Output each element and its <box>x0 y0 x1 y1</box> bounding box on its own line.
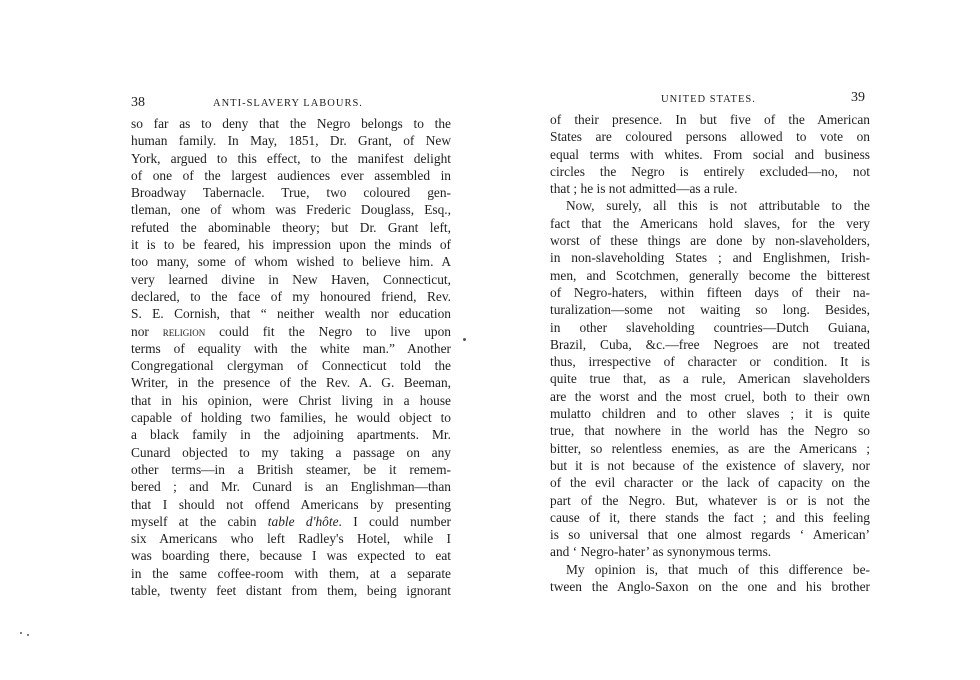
text-line: in other slaveholding countries—Dutch Guiana, <box>550 319 870 335</box>
text-run: nor <box>131 323 163 339</box>
text-line: terms of equality with the white man.” Another <box>131 340 451 356</box>
text-line: in the same coffee-room with them, at a separate <box>131 565 451 581</box>
text-line: that ; he is not admitted—as a rule. <box>550 181 738 197</box>
text-run: myself at the cabin <box>131 513 268 529</box>
text-line: so far as to deny that the Negro belongs to the <box>131 116 451 131</box>
ink-speck <box>463 338 466 341</box>
text-line: too many, some of whom wished to believe him. A <box>131 254 451 270</box>
text-line: men, and Scotchmen, generally become the bitterest <box>550 267 870 283</box>
text-line: very learned divine in New Haven, Connecticut, <box>131 271 451 287</box>
running-head-right: UNITED STATES. <box>661 94 756 105</box>
text-line: turalization—some not waiting so long. Besides, <box>550 302 870 318</box>
text-line: table, twenty feet distant from them, being ignorant <box>131 583 451 599</box>
text-line: Writer, in the presence of the Rev. A. G. Beeman, <box>131 375 451 391</box>
text-line: capable of holding two families, he would object to <box>131 410 451 426</box>
page-number-right: 39 <box>851 90 865 105</box>
text-line: circles the Negro is entirely excluded—no, not <box>550 163 870 179</box>
right-page <box>490 0 980 680</box>
small-caps-word: religion <box>162 323 206 339</box>
text-line: of the evil character or the lack of capacity on the <box>550 475 870 491</box>
text-line: was boarding there, because I was expected to eat <box>131 548 451 564</box>
text-line: York, argued to this effect, to the manifest delight <box>131 150 451 166</box>
text-line: it is to be feared, his impression upon the minds of <box>131 237 451 253</box>
text-line: refuted the abominable theory; but Dr. Grant left, <box>131 219 451 235</box>
text-run: could fit the Negro to live upon <box>205 323 451 339</box>
text-line: equal terms with whites. From social and business <box>550 146 870 162</box>
text-line: worst of these things are done by non-slaveholders, <box>550 233 870 249</box>
text-line: thus, irrespective of character or condition. It is <box>550 354 870 370</box>
text-line: that I should not offend Americans by presenting <box>131 496 451 512</box>
text-line: cause of it, there stands the fact ; and this feeling <box>550 509 870 525</box>
text-line: My opinion is, that much of this difference be- <box>566 561 870 577</box>
text-line: Broadway Tabernacle. True, two coloured gen- <box>131 185 451 201</box>
text-line: that in his opinion, were Christ living in a house <box>131 392 451 408</box>
text-line: but it is not because of the existence of slavery, nor <box>550 457 870 473</box>
text-line: Congregational clergyman of Connecticut told the <box>131 358 451 374</box>
text-line: a black family in the adjoining apartments. Mr. <box>131 427 451 443</box>
text-line: of one of the largest audiences ever assembled in <box>131 167 451 183</box>
text-line: Cunard objected to my taking a passage on any <box>131 444 451 460</box>
text-line: in non-slaveholding States ; and Englishmen, Irish- <box>550 250 870 266</box>
text-line: mulatto children and to other slaves ; it is quite <box>550 406 870 422</box>
text-line <box>131 323 451 340</box>
text-line: Brazil, Cuba, &c.—free Negroes are not treated <box>550 336 870 352</box>
text-line: bered ; and Mr. Cunard is an Englishman—than <box>131 479 451 495</box>
text-line: other terms—in a British steamer, be it remem- <box>131 461 451 477</box>
text-line: tween the Anglo-Saxon on the one and his brother <box>550 579 870 595</box>
page-number-left: 38 <box>131 95 145 110</box>
text-line: declared, to the face of my honoured friend, Rev. <box>131 288 451 304</box>
text-line: true, that nowhere in the world has the Negro so <box>550 423 870 439</box>
ink-speck <box>20 632 22 634</box>
ink-speck <box>27 634 29 636</box>
text-line <box>131 513 451 530</box>
text-line: tleman, one of whom was Frederic Douglass, Esq., <box>131 202 451 218</box>
text-run: . I could number <box>338 513 451 529</box>
text-line: part of the Negro. But, whatever is or is not the <box>550 492 870 508</box>
text-line: are the worst and the most cruel, both to their own <box>550 388 870 404</box>
text-line: fact that the Americans hold slaves, for the very <box>550 215 870 231</box>
text-line: States are coloured persons allowed to vote on <box>550 129 870 145</box>
left-page-body <box>131 115 451 599</box>
text-line: and ‘ Negro-hater’ as synonymous terms. <box>550 544 772 560</box>
text-line: is so universal that one almost regards ‘ American’ <box>550 527 870 543</box>
running-head-left: ANTI-SLAVERY LABOURS. <box>213 98 363 109</box>
text-line: of their presence. In but five of the American <box>550 112 870 127</box>
text-line: quite true that, as a rule, American slaveholders <box>550 371 870 387</box>
text-line: bitter, so relentless enemies, as are the Americans ; <box>550 440 870 456</box>
text-line: six Americans who left Radley's Hotel, while I <box>131 531 451 547</box>
text-line: human family. In May, 1851, Dr. Grant, of New <box>131 133 451 149</box>
text-line: S. E. Cornish, that “ neither wealth nor education <box>131 306 451 322</box>
text-line: of Negro-haters, within fifteen days of their na- <box>550 284 870 300</box>
right-page-body <box>550 111 870 595</box>
text-line: Now, surely, all this is not attributable to the <box>566 198 870 214</box>
italic-phrase: table d'hôte <box>267 513 339 529</box>
